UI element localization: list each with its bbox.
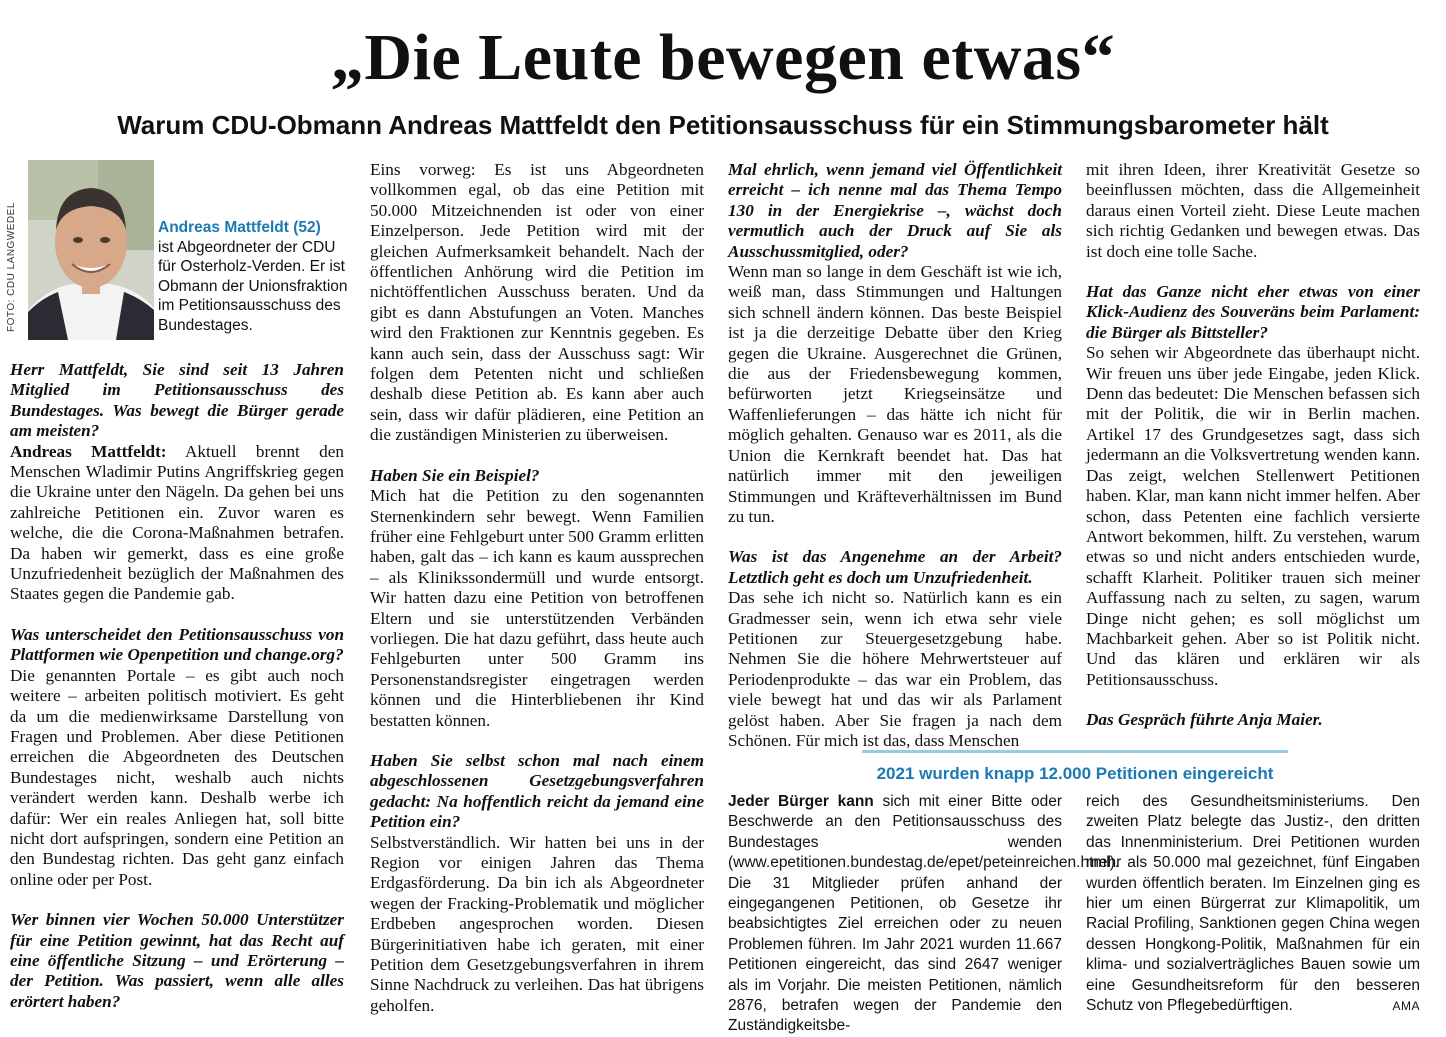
bio-text: ist Abgeordneter der CDU für Osterholz-Verden. Er ist Obmann der Unionsfraktion im Petitionsausschuss des Bundestages.	[158, 238, 348, 334]
answer: Die genannten Portale – es gibt auch noch weitere – arbeiten politisch motiviert. Es geht da um die medienwirksame Darstellung von Fragen und Problemen. Aber diese Petitionen erreichen die Abgeordneten des Deutschen Bundestages nicht, weshalb auch nichts verändert werden kann. Deshalb werbe ich dafür: Wer ein reales Anliegen hat, soll bitte nicht dort aufspringen, sondern eine Petition an den Bundestag richten. Das geht ganz einfach online oder per Post.	[10, 665, 344, 889]
infobox-column-right	[1086, 792, 1420, 1016]
question: Was ist das Angenehme an der Arbeit? Letztlich geht es doch um Unzufriedenheit.	[728, 547, 1062, 587]
question: Mal ehrlich, wenn jemand viel Öffentlichkeit erreicht – ich nenne mal das Thema Tempo 130 in der Energiekrise –, wächst doch vermutlich auch der Druck auf Sie als Ausschussmitglied, oder?	[728, 160, 1062, 261]
infobox-rule	[862, 750, 1288, 753]
answer: Wenn man so lange in dem Geschäft ist wie ich, weiß man, dass Stimmungen und Haltungen sich schnell ändern können. Das beste Beispiel ist ja die derzeitige Debatte über den Krieg gegen die Ukraine. Ausgerechnet die Grünen, die aus der Friedensbewegung kommen, befürworten jetzt Kriegseinsätze und Waffenlieferungen – das hätte ich nicht für möglich gehalten. Genauso war es 2011, als die Union die Kernkraft beendet hat. Das hat natürlich immer mit den jeweiligen Stimmungen und Kräfteverhältnissen im Bund zu tun.	[728, 262, 1062, 526]
infobox-title: 2021 wurden knapp 12.000 Petitionen eingereicht	[876, 764, 1274, 783]
question: Haben Sie ein Beispiel?	[370, 465, 540, 485]
question: Haben Sie selbst schon mal nach einem abgeschlossenen Gesetzgebungsverfahren gedacht: Na hoffentlich reicht da jemand eine Petition ein?	[370, 750, 704, 832]
bio-box	[158, 218, 348, 336]
subheadline: Warum CDU-Obmann Andreas Mattfeldt den Petitionsausschuss für ein Stimmungsbarometer hält	[117, 110, 1329, 140]
column-3	[728, 160, 1062, 751]
portrait-photo	[28, 160, 154, 340]
column-1	[10, 360, 344, 1012]
answer: Selbstverständlich. Wir hatten bei uns in der Region vor einigen Jahren das Thema Erdgasförderung. Da bin ich als Abgeordneter wegen der Fracking-Problematik und möglicher Erdbeben angesprochen worden. Diesen Bürgerinitiativen habe ich geraten, mit einer Petition dem Gesetzgebungsverfahren in ihrem Sinne Nachdruck zu verleihen. Das hat übrigens geholfen.	[370, 832, 704, 1015]
infobox-author: AMA	[1392, 999, 1420, 1014]
answer: Andreas Mattfeldt: Aktuell brennt den Menschen Wladimir Putins Angriffskrieg gegen die Ukraine unter den Nägeln. Da gehen bei uns zahlreiche Petitionen ein. Zuvor waren es welche, die die Corona-Maßnahmen betrafen. Da haben wir gemerkt, dass es eine große Unzufriedenheit bezüglich der Maßnahmen des Staates gegen die Pandemie gab.	[10, 441, 344, 604]
answer: Eins vorweg: Es ist uns Abgeordneten vollkommen egal, ob das eine Petition mit 50.000 Mitzeichnenden ist oder von einer Einzelperson. Jede Petition wird mit der gleichen Aufmerksamkeit behandelt. Nach der öffentlichen Anhörung wird die Petition im nichtöffentlichen Ausschuss beraten. Und da gibt es dann Abstufungen an Voten. Manches wird den Fraktionen zur Kenntnis gegeben. Es kann auch sein, dass der Ausschuss sagt: Wir folgen dem Petenten nicht und schließen deshalb diese Petition ab. Es kann aber auch sein, dass wir dafür plädieren, eine Petition an die zuständigen Ministerien zu überweisen.	[370, 160, 704, 445]
column-4	[1086, 160, 1420, 731]
answer: So sehen wir Abgeordnete das überhaupt nicht. Wir freuen uns über jede Eingabe, jeden Klick. Denn das bedeutet: Die Menschen befassen sich mit der Politik, die wir in Berlin machen. Artikel 17 des Grundgesetzes sagt, dass sich jedermann an die Volksvertretung wenden kann. Das zeigt, welchen Stellenwert Petitionen haben. Klar, man kann nicht immer helfen. Aber schon, dass Petenten eine fachlich versierte Antwort bekommen, hilft. Zu verstehen, warum etwas so und nicht anders entschieden wurde, schafft Klarheit. Politiker trauen sich meiner Auffassung nach zu selten, zu sagen, warum Dinge nicht gehen; es soll möglichst um Machbarkeit gehen. Aber so ist Politik nicht. Und das klären und erklären wir als Petitionsausschuss.	[1086, 343, 1420, 689]
infobox-text: reich des Gesundheitsministeriums. Den zweiten Platz belegte das Justiz-, den dritten das Innenministerium. Drei Petitionen wurden mehr als 50.000 mal gezeichnet, fünf Eingaben wurden öffentlich beraten. Im Einzelnen ging es hier um einen Bürgerrat zur Klimapolitik, um Racial Profiling, Sanktionen gegen China wegen dessen Hongkong-Politik, Maßnahmen für ein klima- und sozialverträgliches Bauen sowie um eine Gesundheitsreform für den besseren Schutz von Pflegebedürftigen.	[1086, 793, 1420, 1015]
speaker-label: Andreas Mattfeldt:	[10, 441, 167, 461]
infobox-column-left	[728, 792, 1120, 1037]
question: Wer binnen vier Wochen 50.000 Unterstützer für eine Petition gewinnt, hat das Recht auf eine öffentliche Sitzung – und Erörterung – der Petition. Was passiert, wenn alle alles erörtert haben?	[10, 910, 344, 1011]
headline: „Die Leute bewegen etwas“	[330, 21, 1116, 94]
answer: Das sehe ich nicht so. Natürlich kann es ein Gradmesser sein, wenn ich etwa sehr viele Petitionen zur Steuergesetzgebung habe. Nehmen Sie die höhere Mehrwertsteuer auf Periodenprodukte – das war ein Problem, das viele bewegt hat und das wir als Parlament gelöst haben. Aber Sie fragen ja nach dem Schönen. Für mich ist das, dass Menschen	[728, 588, 1062, 750]
column-2	[370, 160, 704, 1016]
answer: mit ihren Ideen, ihrer Kreativität Gesetze so beeinflussen möchten, dass die Allgemeinheit daraus einen Vorteil zieht. Diese Leute machen sich richtig Gedanken und bewegen etwas. Das ist doch eine tolle Sache.	[1086, 160, 1420, 261]
question: Herr Mattfeldt, Sie sind seit 13 Jahren Mitglied im Petitionsausschuss des Bundestages. Was bewegt die Bürger gerade am meisten?	[10, 360, 344, 441]
question: Hat das Ganze nicht eher etwas von einer Klick-Audienz des Souveräns beim Parlament: die Bürger als Bittsteller?	[1086, 282, 1420, 342]
bio-name: Andreas Mattfeldt (52)	[158, 219, 321, 236]
interview-credit: Das Gespräch führte Anja Maier.	[1086, 710, 1323, 730]
infobox-text: sich mit einer Bitte oder Beschwerde an den Petitionsausschuss des Bundestages wenden (www.epetitionen.bundestag.de/epet/peteinreichen.html). Die 31 Mitglieder prüfen anhand der eingegangenen Petitionen, ob Gesetze ihr beabsichtigtes Ziel erreichen oder zu neuen Problemen führen. Im Jahr 2021 wurden 11.667 Petitionen eingereicht, das sind 2647 weniger als im Vorjahr. Die meisten Petitionen, nämlich 2876, betrafen wegen der Pandemie den Zuständigkeitsbe-	[728, 793, 1120, 1035]
answer: Mich hat die Petition zu den sogenannten Sternenkindern sehr bewegt. Wenn Familien früher eine Fehlgeburt unter 500 Gramm erlitten haben, galt das – ich kann es kaum aussprechen – als Klinikssondermüll und wurde entsorgt. Wir hatten dazu eine Petition von betroffenen Eltern und sie unterstützenden Verbänden vorliegen. Die hat dazu geführt, dass heute auch Fehlgeburten unter 500 Gramm ins Personenstandsregister eingetragen werden können und die Hinterbliebenen ihr Kind bestatten können.	[370, 486, 704, 730]
question: Was unterscheidet den Petitionsausschuss von Plattformen wie Openpetition und change.org?	[10, 624, 344, 665]
infobox-lead: Jeder Bürger kann	[728, 793, 874, 810]
photo-credit: FOTO: CDU LANGWEDEL	[6, 202, 17, 332]
